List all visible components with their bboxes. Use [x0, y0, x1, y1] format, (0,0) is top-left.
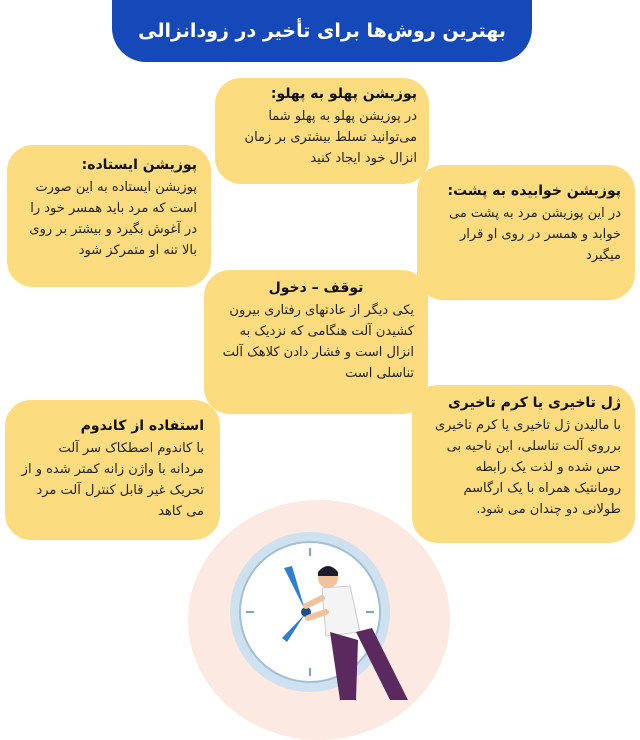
card-body: در این پوزیشن مرد به پشت می خوابد و همسر در روی او قرار میگیرد [448, 206, 621, 263]
card-body: پوزیشن ایستاده به این صورت است که مرد باید همسر خود را در آغوش بگیرد و بیشتر بر روی بالا تنه او متمرکز شود [29, 180, 197, 258]
card-body: در پوزیشن پهلو به پهلو شما می‌توانید تسلط بیشتری بر زمان انزال خود ایجاد کنید [244, 109, 417, 166]
card-title: پوزیشن ایستاده: [81, 157, 197, 173]
card-title: توقف – دخول [268, 280, 364, 296]
card-body: با مالیدن ژل تاخیری یا کرم تاخیری برروی آلت تناسلی، این ناحیه بی حس شده و لذت یک رابطه رومانتیک همراه با یک ارگاسم طولانی دو چندان می شود. [434, 418, 621, 517]
card-title: استفاده از کاندوم [80, 418, 204, 434]
card-body: یکی دیگر از عادتهای رفتاری بیرون کشیدن آلت هنگامی که نزدیک به انزال است و فشار دادن کلاهک آلت تناسلی است [222, 303, 414, 381]
card-body: با کاندوم اصطکاک سر آلت مردانه با واژن زانه کمتر شده و از تحریک غیر قابل کنترل آلت مرد می کاهد [21, 441, 204, 519]
page-title: بهترین روش‌ها برای تأخیر در زودانزالی [138, 20, 506, 42]
card-title: ژل تاخیری یا کرم تاخیری [447, 395, 621, 411]
card-title: پوزیشن خوابیده به پشت: [447, 183, 621, 199]
card-title: پوزیشن پهلو به پهلو: [270, 86, 417, 102]
